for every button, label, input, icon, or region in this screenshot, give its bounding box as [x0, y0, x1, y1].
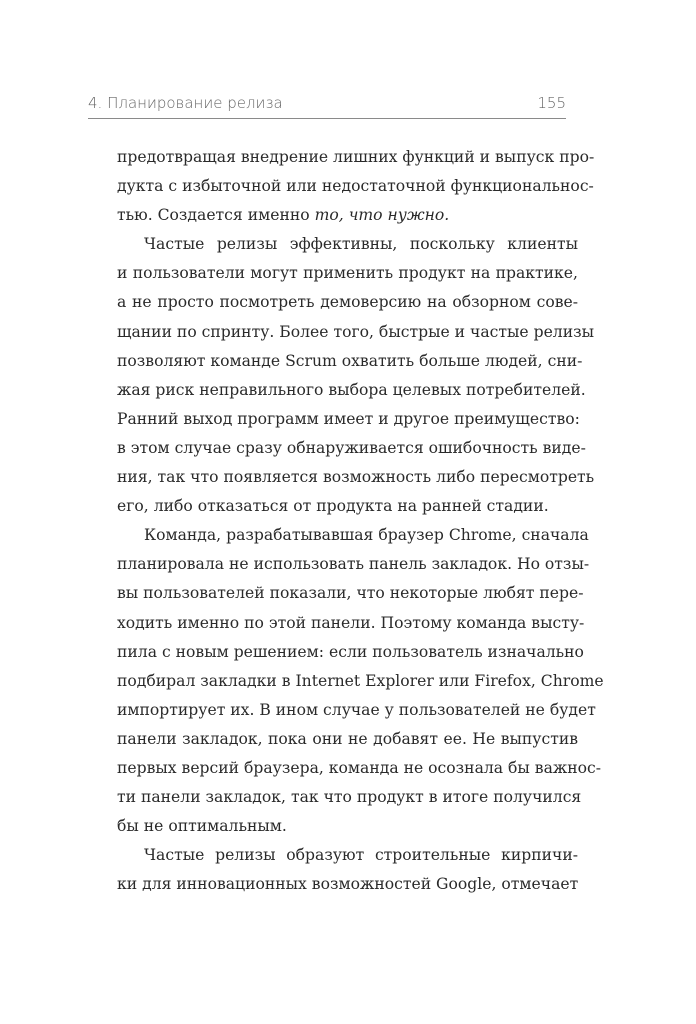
text-line	[117, 579, 584, 608]
text-line	[117, 376, 586, 405]
text-line	[117, 318, 595, 347]
text-line	[117, 783, 582, 812]
body-text	[117, 143, 604, 899]
text-segment: позволяют команде Scrum охватить больше людей, сни-	[117, 351, 583, 370]
text-line	[117, 434, 586, 463]
text-segment: предотвращая внедрение лишних функций и выпуск про-	[117, 148, 595, 166]
text-line	[117, 550, 590, 579]
text-line	[117, 143, 595, 172]
text-line	[117, 347, 583, 376]
text-segment: а не просто посмотреть демоверсию на обзорном сове-	[117, 293, 578, 312]
text-line	[117, 172, 594, 201]
text-segment: пила с новым решением: если пользователь изначально	[117, 642, 584, 661]
paragraph	[117, 143, 595, 230]
text-line	[117, 201, 578, 230]
text-segment: вы пользователей показали, что некоторые любят пере-	[117, 584, 584, 603]
text-line	[117, 841, 578, 870]
text-line	[117, 667, 604, 696]
text-segment: импортирует их. В ином случае у пользователей не будет	[117, 700, 596, 719]
text-segment: дукта с избыточной или недостаточной функциональнос-	[117, 177, 594, 196]
text-segment: ния, так что появляется возможность либо пересмотреть	[117, 468, 595, 487]
paragraph	[117, 841, 578, 899]
text-segment: панели закладок, пока они не добавят ее. Не выпустив	[117, 729, 578, 748]
text-line	[117, 521, 589, 550]
text-line	[117, 696, 596, 725]
text-line	[117, 638, 584, 667]
text-line	[117, 288, 578, 317]
text-segment: и пользователи могут применить продукт на практике,	[117, 264, 578, 283]
italic-text: то, что нужно.	[314, 206, 450, 225]
text-line	[117, 754, 601, 783]
text-segment: бы не оптимальным.	[117, 817, 287, 836]
text-segment: ходить именно по этой панели. Поэтому команда высту-	[117, 613, 585, 632]
paragraph	[117, 521, 604, 841]
text-segment: планировала не использовать панель закладок. Но отзы-	[117, 555, 590, 574]
text-line	[117, 259, 578, 288]
text-line	[117, 870, 578, 899]
text-segment: щании по спринту. Более того, быстрые и частые релизы	[117, 322, 595, 341]
text-segment: жая риск неправильного выбора целевых потребителей.	[117, 380, 586, 399]
text-line	[117, 725, 578, 754]
text-line	[117, 609, 585, 638]
chapter-title: 4. Планирование релиза	[88, 94, 283, 112]
text-line	[117, 230, 578, 259]
paragraph	[117, 230, 595, 521]
text-line	[117, 405, 578, 434]
text-segment: в этом случае сразу обнаруживается ошибочность виде-	[117, 438, 586, 457]
text-segment: первых версий браузера, команда не осознала бы важнос-	[117, 758, 601, 777]
text-line	[117, 812, 578, 841]
text-line	[117, 492, 578, 521]
text-segment: Команда, разрабатывавшая браузер Chrome, сначала	[144, 526, 589, 545]
text-segment: тью. Создается именно	[117, 206, 315, 225]
text-segment: Частые релизы образуют строительные кирпичи-	[144, 846, 578, 865]
text-segment: Частые релизы эффективны, поскольку клиенты	[144, 235, 578, 254]
text-segment: подбирал закладки в Internet Explorer или Firefox, Chrome	[117, 671, 604, 690]
running-header	[88, 92, 566, 119]
page-number: 155	[537, 94, 566, 112]
text-segment: Ранний выход программ имеет и другое преимущество:	[117, 409, 580, 428]
text-segment: его, либо отказаться от продукта на ранней стадии.	[117, 497, 549, 516]
text-segment: ти панели закладок, так что продукт в итоге получился	[117, 788, 582, 807]
text-line	[117, 463, 595, 492]
text-segment: ки для инновационных возможностей Google, отмечает	[117, 875, 579, 894]
